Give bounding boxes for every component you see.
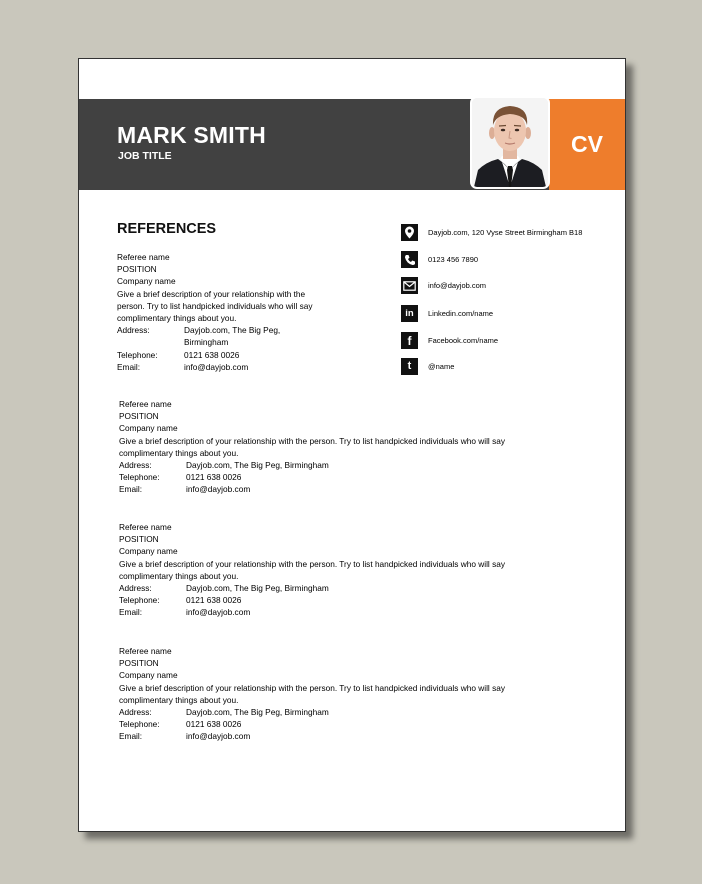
contact-email-text: info@dayjob.com (428, 281, 487, 290)
contact-linkedin (401, 305, 493, 322)
contact-phone-text: 0123 456 7890 (428, 255, 479, 264)
referee-telephone-row (119, 594, 529, 606)
referee-telephone-row (117, 349, 325, 361)
reference-entry (119, 645, 529, 743)
telephone-label: Telephone: (119, 719, 160, 730)
profile-photo (470, 96, 550, 189)
referee-address-row (119, 459, 529, 471)
reference-entry (117, 251, 325, 373)
referee-telephone-row (119, 471, 529, 483)
contact-address-text: Dayjob.com, 120 Vyse Street Birmingham B18 (428, 228, 583, 237)
referee-company: Company name (119, 546, 178, 557)
address-value: Dayjob.com, The Big Peg, Birmingham (186, 583, 329, 594)
telephone-label: Telephone: (117, 349, 158, 360)
contact-facebook (401, 332, 498, 349)
contact-phone (401, 251, 478, 268)
address-text: Dayjob.com, The Big Peg, Birmingham (184, 325, 281, 348)
telephone-label: Telephone: (119, 595, 160, 606)
email-label: Email: (119, 731, 143, 742)
address-value (184, 324, 304, 348)
email-label: Email: (117, 361, 141, 372)
referee-position: POSITION (117, 264, 157, 275)
telephone-value: 0121 638 0026 (186, 719, 242, 730)
referee-telephone-row (119, 718, 529, 730)
contact-address (401, 224, 582, 241)
email-label: Email: (119, 484, 143, 495)
reference-entry (119, 521, 529, 619)
address-value: Dayjob.com, The Big Peg, Birmingham (186, 460, 329, 471)
facebook-icon: f (401, 332, 418, 349)
address-label: Address: (117, 325, 150, 336)
email-icon (401, 277, 418, 294)
contact-email (401, 277, 486, 294)
email-value: info@dayjob.com (184, 361, 249, 372)
referee-name: Referee name (117, 252, 170, 262)
referee-email-row (119, 606, 529, 618)
referee-description: Give a brief description of your relationship with the person. Try to list handpicked individuals who will say complimentary things about you. (117, 288, 313, 324)
referee-name: Referee name (119, 522, 172, 532)
referee-position: POSITION (119, 534, 159, 545)
referee-company: Company name (119, 670, 178, 681)
referee-company: Company name (117, 276, 176, 287)
reference-entry (119, 398, 529, 496)
address-label: Address: (119, 707, 152, 718)
section-title-references: REFERENCES (117, 221, 217, 237)
referee-address-row (117, 324, 325, 348)
referee-email-row (117, 361, 325, 373)
email-value: info@dayjob.com (186, 607, 251, 618)
contact-twitter-text: @name (428, 362, 455, 371)
linkedin-icon: in (401, 305, 418, 322)
contact-facebook-text: Facebook.com/name (428, 336, 499, 345)
referee-name: Referee name (119, 646, 172, 656)
contact-linkedin-text: Linkedin.com/name (428, 309, 494, 318)
email-value: info@dayjob.com (186, 484, 251, 495)
candidate-name: MARK SMITH (117, 122, 266, 148)
referee-address-row (119, 706, 529, 718)
telephone-value: 0121 638 0026 (186, 595, 242, 606)
cv-badge (549, 99, 625, 190)
telephone-value: 0121 638 0026 (184, 349, 240, 360)
referee-position: POSITION (119, 411, 159, 422)
telephone-label: Telephone: (119, 472, 160, 483)
job-title: JOB TITLE (118, 150, 172, 162)
telephone-value: 0121 638 0026 (186, 472, 242, 483)
address-label: Address: (119, 583, 152, 594)
referee-email-row (119, 483, 529, 495)
portrait-image (472, 98, 548, 187)
referee-description: Give a brief description of your relationship with the person. Try to list handpicked individuals who will say complimentary things about you. (119, 435, 505, 458)
phone-icon (401, 251, 418, 268)
referee-description: Give a brief description of your relationship with the person. Try to list handpicked individuals who will say complimentary things about you. (119, 558, 505, 581)
cv-page (78, 58, 626, 832)
twitter-icon: t (401, 358, 418, 375)
referee-position: POSITION (119, 658, 159, 669)
referee-name: Referee name (119, 399, 172, 409)
referee-email-row (119, 730, 529, 742)
address-label: Address: (119, 460, 152, 471)
referee-company: Company name (119, 423, 178, 434)
address-value: Dayjob.com, The Big Peg, Birmingham (186, 707, 329, 718)
referee-address-row (119, 582, 529, 594)
email-label: Email: (119, 607, 143, 618)
contact-twitter (401, 358, 454, 375)
referee-description: Give a brief description of your relationship with the person. Try to list handpicked individuals who will say complimentary things about you. (119, 682, 505, 705)
cv-label: CV (571, 131, 603, 157)
email-value: info@dayjob.com (186, 731, 251, 742)
location-pin-icon (401, 224, 418, 241)
